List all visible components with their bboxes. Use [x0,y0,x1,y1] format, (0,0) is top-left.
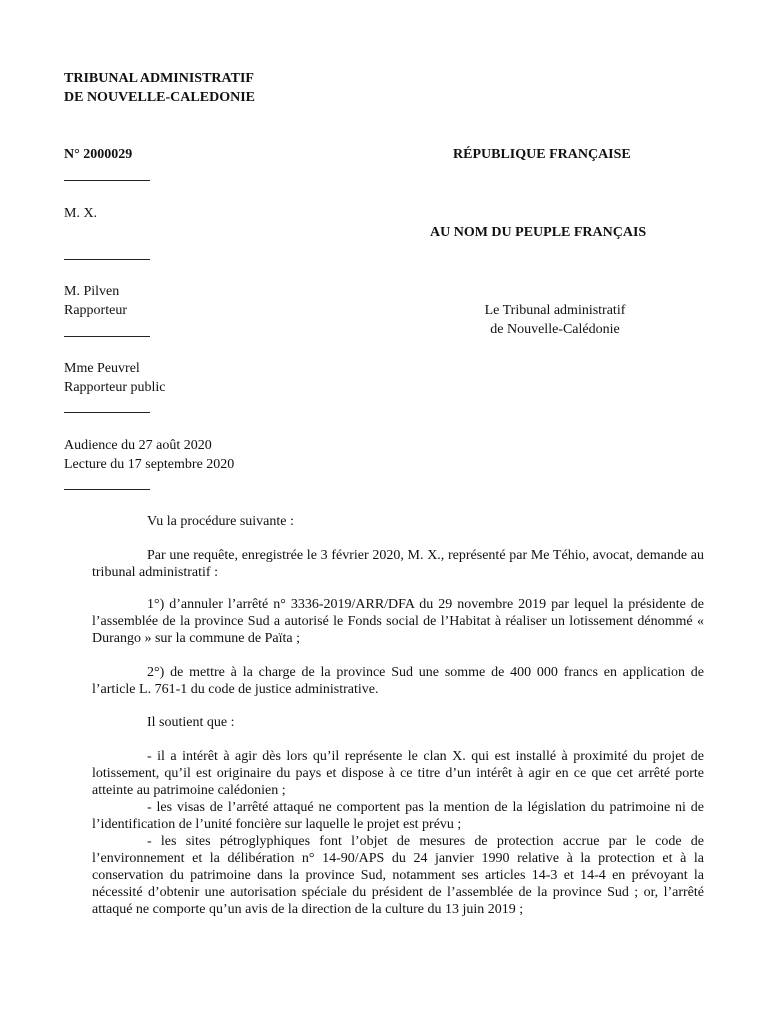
point2-paragraph [92,664,704,698]
divider [64,259,150,260]
divider [64,336,150,337]
argues-heading [92,714,704,731]
argument-2-text: - les visas de l’arrêté attaqué ne comportent pas la mention de la législation du patrimoine ni de l’identification de l’unité foncière sur laquelle le projet est prévu ; [92,800,704,832]
public-reporter-name: Mme Peuvrel [64,361,140,376]
tribunal-block [455,301,655,339]
court-name-line1: TRIBUNAL ADMINISTRATIF [64,71,254,86]
plaintiff-name: M. X. [64,206,98,221]
argument-3-text: - les sites pétroglyphiques font l’objet de mesures de protection accrue par le code de l’environnement et la délibération n° 14-90/APS du 24 janvier 1990 relative à la protection et à la conservation du patrimoine dans la province Sud, notamment ses articles 14-3 et 14-4 en prévoyant la nécessité d’obtenir une autorisation spéciale du président de l’assemblée de la province Sud ; or, l’arrêté attaqué ne comporte qu’un avis de la direction de la culture du 13 juin 2019 ; [92,834,704,917]
argues-text: Il soutient que : [147,715,235,730]
court-header [64,69,255,107]
court-name-line2: DE NOUVELLE-CALEDONIE [64,90,255,105]
tribunal-line2: de Nouvelle-Calédonie [490,322,620,337]
divider [64,412,150,413]
argument-3 [92,833,704,918]
request-paragraph [92,547,704,581]
procedure-text: Vu la procédure suivante : [147,514,294,529]
argument-1-text: - il a intérêt à agir dès lors qu’il représente le clan X. qui est installé à proximité du projet de lotissement, qu’il est originaire du pays et dispose à ce titre d’un intérêt à agir en ce que cet arrêté porte atteinte au patrimoine calédonien ; [92,749,704,798]
public-reporter-role: Rapporteur public [64,380,166,395]
request-text: Par une requête, enregistrée le 3 février 2020, M. X., représenté par Me Téhio, avocat, demande au tribunal administratif : [92,548,704,580]
argument-2 [92,799,704,833]
republic-title: RÉPUBLIQUE FRANÇAISE [453,147,631,162]
case-number: N° 2000029 [64,147,133,162]
public-reporter-block [64,359,165,397]
point1-text: 1°) d’annuler l’arrêté n° 3336-2019/ARR/DFA du 29 novembre 2019 par lequel la présidente de l’assemblée de la province Sud a autorisé le Fonds social de l’Habitat à réaliser un lotissement dénommé « Durango » sur la commune de Païta ; [92,597,704,646]
divider [64,489,150,490]
reporter-block [64,282,127,320]
hearing-date: Audience du 27 août 2020 [64,438,212,453]
dates-block [64,436,234,474]
reporter-name: M. Pilven [64,284,120,299]
reading-date: Lecture du 17 septembre 2020 [64,457,235,472]
in-the-name-heading: AU NOM DU PEUPLE FRANÇAIS [430,225,647,240]
point1-paragraph [92,596,704,647]
point2-text: 2°) de mettre à la charge de la province Sud une somme de 400 000 francs en application de l’article L. 761-1 du code de justice administrative. [92,665,704,697]
reporter-role: Rapporteur [64,303,127,318]
procedure-heading [92,513,704,530]
tribunal-line1: Le Tribunal administratif [484,303,626,318]
argument-1 [92,748,704,799]
divider [64,180,150,181]
